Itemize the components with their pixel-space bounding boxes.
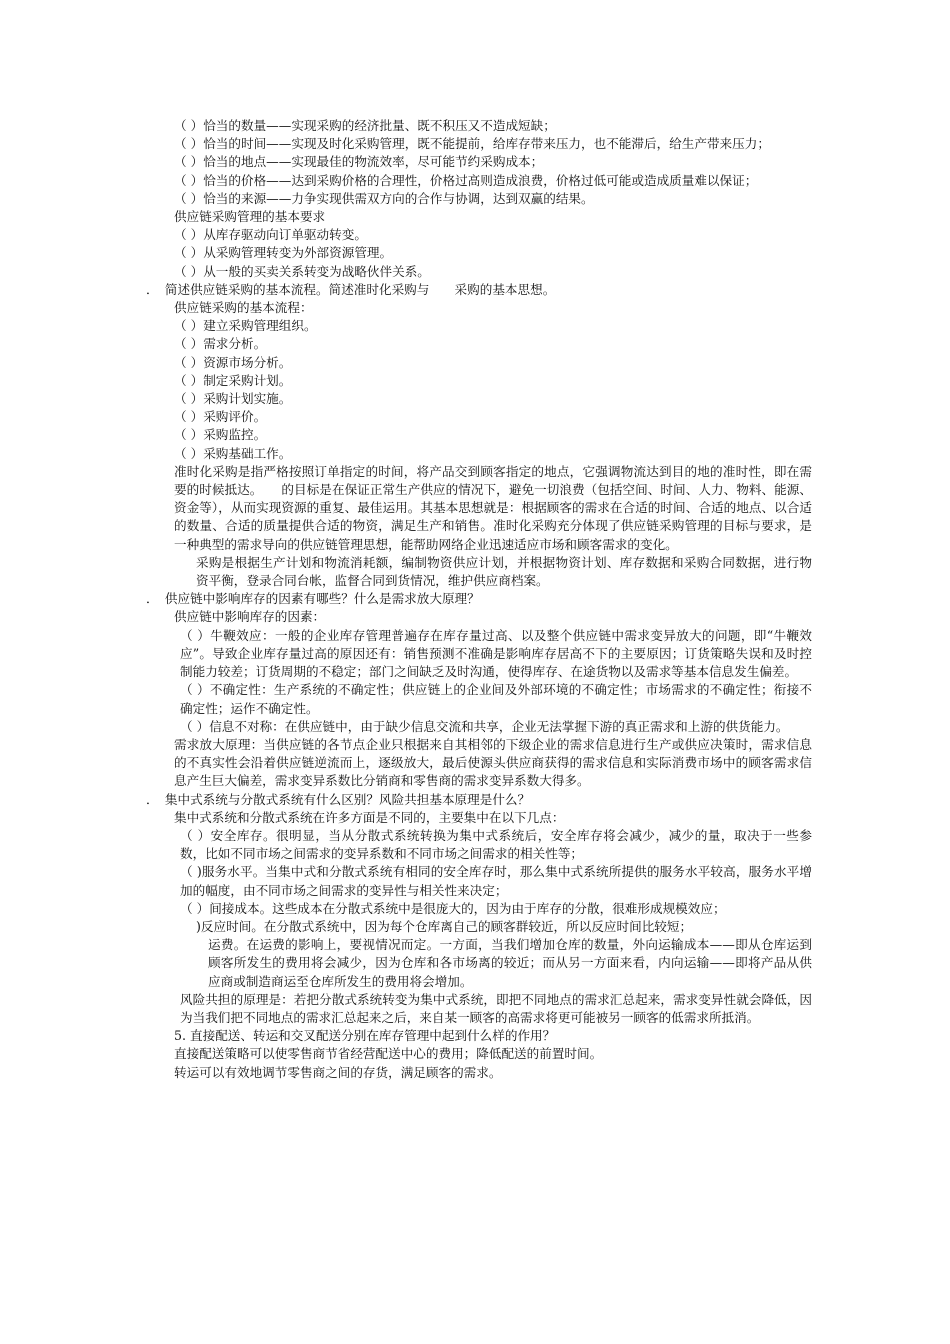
paragraph: （ ）恰当的地点——实现最佳的物流效率，尽可能节约采购成本； — [174, 154, 544, 170]
paragraph: （ ）制定采购计划。 — [174, 372, 292, 388]
document-body — [146, 117, 812, 1082]
paragraph: （ ）需求分析。 — [174, 336, 267, 352]
paragraph: （ ）恰当的来源——力争实现供需双方向的合作与协调，达到双赢的结果。 — [174, 190, 594, 206]
paragraph: 采购是根据生产计划和物流消耗额，编制物资供应计划，并根据物资计划、库存数据和采购合同数据，进行物资平衡，登录合同台帐，监督合同到货情况，维护供应商档案。 — [196, 554, 812, 589]
paragraph: （ ）采购基础工作。 — [174, 445, 292, 461]
paragraph: （ ）采购评价。 — [174, 409, 267, 425]
paragraph: 供应链采购管理的基本要求 — [174, 209, 326, 225]
paragraph: （ ）恰当的数量——实现采购的经济批量、既不积压又不造成短缺； — [174, 118, 556, 133]
paragraph: 转运可以有效地调节零售商之间的存货，满足顾客的需求。 — [174, 1064, 502, 1080]
paragraph: 需求放大原理：当供应链的各节点企业只根据来自其相邻的下级企业的需求信息进行生产或供应决策时，需求信息的不真实性会沿着供应链逆流而上，逐级放大，最后使源头供应商获得的需求信息和实际消费市场中的顾客需求信息产生巨大偏差，需求变异系数比分销商和零售商的需求变异系数大得多。 — [174, 736, 812, 789]
paragraph: 集中式系统和分散式系统在许多方面是不同的，主要集中在以下几点： — [174, 809, 565, 825]
paragraph: （ ）牛鞭效应：一般的企业库存管理普遍存在库存量过高、以及整个供应链中需求变异放大的问题，即“牛鞭效应”。导致企业库存量过高的原因还有：销售预测不准确是影响库存居高不下的主要原因；订货策略失误和及时控制能力较差；订货周期的不稳定；部门之间缺乏及时沟通，使得库存、在途货物以及需求等基本信息发生偏差。 — [180, 627, 812, 680]
paragraph: ． 供应链中影响库存的因素有哪些？什么是需求放大原理？ — [146, 591, 480, 607]
paragraph: （ )服务水平。当集中式和分散式系统有相同的安全库存时，那么集中式系统所提供的服务水平较高，服务水平增加的幅度，由不同市场之间需求的变异性与相关性来决定； — [180, 864, 812, 898]
paragraph: 运费。在运费的影响上，要视情况而定。一方面，当我们增加仓库的数量，外向运输成本——即从仓库运到顾客所发生的费用将会减少，因为仓库和各市场离的较近；而从另一方面来看，内向运输——即将产品从供应商或制造商运至仓库所发生的费用将会增加。 — [208, 937, 812, 989]
paragraph: 供应链中影响库存的因素： — [174, 609, 326, 625]
paragraph: 风险共担的原理是：若把分散式系统转变为集中式系统，即把不同地点的需求汇总起来，需求变异性就会降低，因为当我们把不同地点的需求汇总起来之后，来自某一顾客的高需求将更可能被另一顾客的低需求所抵消。 — [180, 991, 812, 1025]
paragraph: ． 简述供应链采购的基本流程。简述准时化采购与 采购的基本思想。 — [146, 281, 556, 297]
paragraph: （ ）信息不对称：在供应链中，由于缺少信息交流和共享，企业无法掌握下游的真正需求和上游的供货能力。 — [180, 718, 789, 734]
paragraph: （ ）间接成本。这些成本在分散式系统中是很庞大的，因为由于库存的分散，很难形成规模效应； — [180, 900, 726, 916]
paragraph: 直接配送策略可以使零售商节省经营配送中心的费用；降低配送的前置时间。 — [174, 1046, 603, 1062]
paragraph: 供应链采购的基本流程： — [174, 300, 313, 316]
paragraph: （ ）从采购管理转变为外部资源管理。 — [174, 245, 393, 261]
paragraph: ． 集中式系统与分散式系统有什么区别？风险共担基本原理是什么？ — [146, 791, 531, 807]
paragraph: （ ）恰当的时间——实现及时化采购管理，既不能提前，给库存带来压力，也不能滞后，给生产带来压力； — [174, 136, 770, 152]
paragraph: （ ）采购计划实施。 — [174, 391, 292, 407]
paragraph: （ ）从一般的买卖关系转变为战略伙伴关系。 — [174, 263, 430, 279]
paragraph: （ ）安全库存。很明显，当从分散式系统转换为集中式系统后，安全库存将会减少，减少的量，取决于一些参数，比如不同市场之间需求的变异系数和不同市场之间需求的相关性等； — [180, 827, 812, 862]
paragraph: （ ）不确定性：生产系统的不确定性；供应链上的企业间及外部环境的不确定性；市场需求的不确定性；衔接不确定性；运作不确定性。 — [180, 682, 812, 716]
paragraph: )反应时间。在分散式系统中，因为每个仓库离自己的顾客群较近，所以反应时间比较短； — [196, 918, 693, 934]
paragraph: 5. 直接配送、转运和交叉配送分别在库存管理中起到什么样的作用？ — [174, 1028, 556, 1044]
paragraph: （ ）从库存驱动向订单驱动转变。 — [174, 227, 367, 243]
paragraph: （ ）资源市场分析。 — [174, 354, 292, 370]
paragraph: 准时化采购是指严格按照订单指定的时间，将产品交到顾客指定的地点，它强调物流达到目的地的准时性，即在需要的时候抵达。 的目标是在保证正常生产供应的情况下，避免一切浪费（包括空间、时间、人力、物料、能源、资金等），从而实现资源的重复、最佳运用。其基本思想就是：根据顾客的需求在合适的时间、合适的地点、以合适的数量、合适的质量提供合适的物资，满足生产和销售。准时化采购充分体现了供应链采购管理的目标与要求，是一种典型的需求导向的供应链管理思想，能帮助网络企业迅速适应市场和顾客需求的变化。 — [174, 463, 812, 552]
paragraph: （ ）建立采购管理组织。 — [174, 318, 317, 334]
paragraph: （ ）采购监控。 — [174, 427, 267, 443]
paragraph: （ ）恰当的价格——达到采购价格的合理性，价格过高则造成浪费，价格过低可能或造成质量难以保证； — [174, 172, 758, 188]
